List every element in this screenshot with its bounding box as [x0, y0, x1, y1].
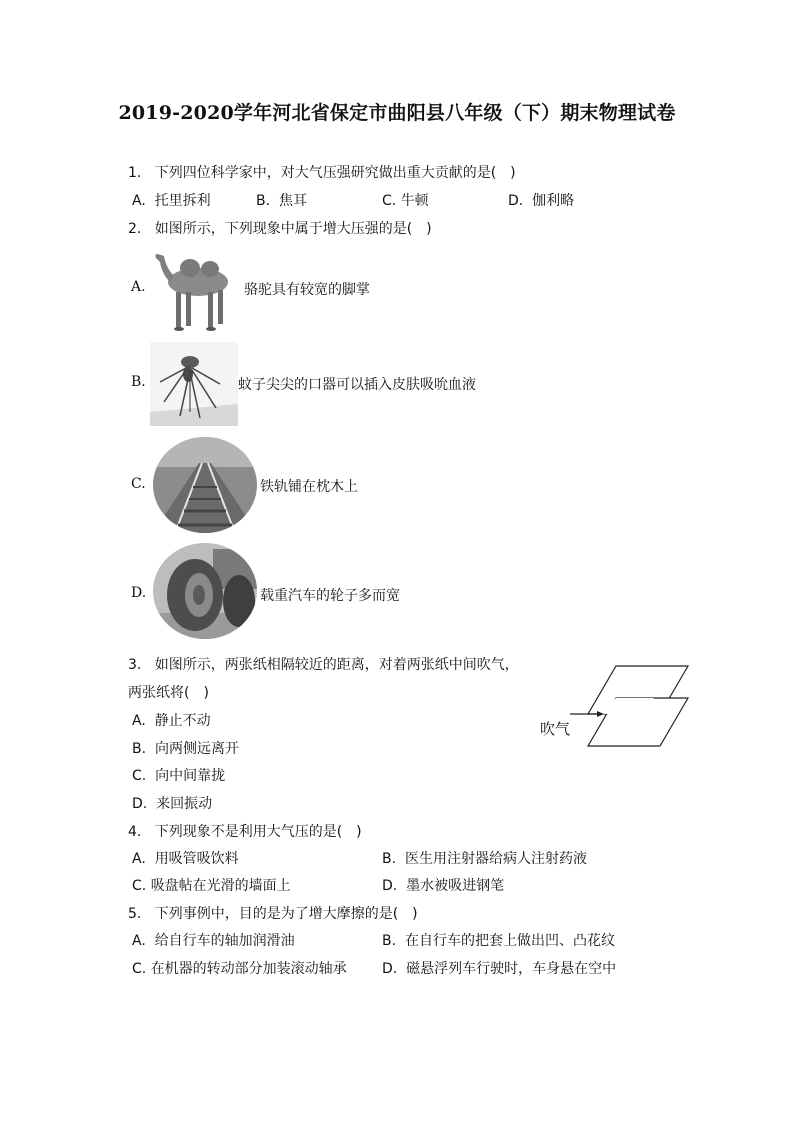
q3-option-b[interactable]: B. 向两侧远离开	[132, 741, 239, 757]
q1-option-b[interactable]: B. 焦耳	[256, 193, 307, 209]
blow-label: 吹气	[540, 720, 571, 738]
q1-option-a[interactable]: A. 托里拆利	[132, 193, 211, 209]
q2-option-d-label[interactable]: D.	[131, 585, 147, 601]
q1-option-c[interactable]: C. 牛顿	[382, 193, 429, 209]
question-4	[128, 821, 362, 841]
camel-image	[150, 244, 238, 332]
q5-option-a[interactable]: A. 给自行车的轴加润滑油	[132, 933, 295, 949]
q5-option-c[interactable]: C. 在机器的转动部分加装滚动轴承	[132, 961, 347, 977]
q3-option-d[interactable]: D. 来回振动	[132, 796, 213, 812]
q2-option-d-text: 载重汽车的轮子多而宽	[260, 588, 400, 604]
q1-option-d[interactable]: D. 伽利略	[508, 193, 575, 209]
question-3	[128, 654, 519, 674]
q5-option-d[interactable]: D. 磁悬浮列车行驶时，车身悬在空中	[382, 961, 617, 977]
q4-option-a[interactable]: A. 用吸管吸饮料	[132, 851, 239, 867]
question-stem-line1: 如图所示，两张纸相隔较近的距离，对着两张纸中间吹气，	[154, 657, 519, 673]
question-number: 2.	[128, 221, 142, 237]
question-stem: 下列现象不是利用大气压的是( )	[154, 824, 362, 840]
railway-track-image	[153, 437, 257, 533]
truck-wheels-image	[153, 543, 257, 639]
question-number: 5.	[128, 906, 142, 922]
question-stem: 如图所示，下列现象中属于增大压强的是( )	[154, 221, 432, 237]
q2-option-c-label[interactable]: C.	[131, 476, 146, 492]
question-number: 1.	[128, 165, 142, 181]
q2-option-c-text: 铁轨铺在枕木上	[260, 479, 358, 495]
q4-option-c[interactable]: C. 吸盘帖在光滑的墙面上	[132, 878, 291, 894]
mosquito-image	[150, 342, 238, 426]
q5-option-b[interactable]: B. 在自行车的把套上做出凹、凸花纹	[382, 933, 615, 949]
question-5	[128, 903, 418, 923]
question-number: 4.	[128, 824, 142, 840]
q2-option-b-label[interactable]: B.	[131, 374, 146, 390]
two-papers-diagram	[570, 662, 692, 752]
question-stem: 下列事例中，目的是为了增大摩擦的是( )	[154, 906, 418, 922]
q2-option-a-text: 骆驼具有较宽的脚掌	[244, 282, 370, 298]
question-3-line2: 两张纸将( )	[128, 685, 209, 701]
q4-option-d[interactable]: D. 墨水被吸进钢笔	[382, 878, 505, 894]
q2-option-b-text: 蚊子尖尖的口器可以插入皮肤吸吮血液	[238, 377, 476, 393]
question-1	[128, 162, 516, 182]
page-title: 2019-2020学年河北省保定市曲阳县八年级（下）期末物理试卷	[118, 102, 676, 124]
q4-option-b[interactable]: B. 医生用注射器给病人注射药液	[382, 851, 587, 867]
question-2	[128, 218, 432, 238]
q3-option-a[interactable]: A. 静止不动	[132, 713, 211, 729]
question-stem: 下列四位科学家中，对大气压强研究做出重大贡献的是( )	[154, 165, 516, 181]
q2-option-a-label[interactable]: A.	[131, 279, 146, 295]
q3-option-c[interactable]: C. 向中间靠拢	[132, 768, 226, 784]
question-number: 3.	[128, 657, 142, 673]
